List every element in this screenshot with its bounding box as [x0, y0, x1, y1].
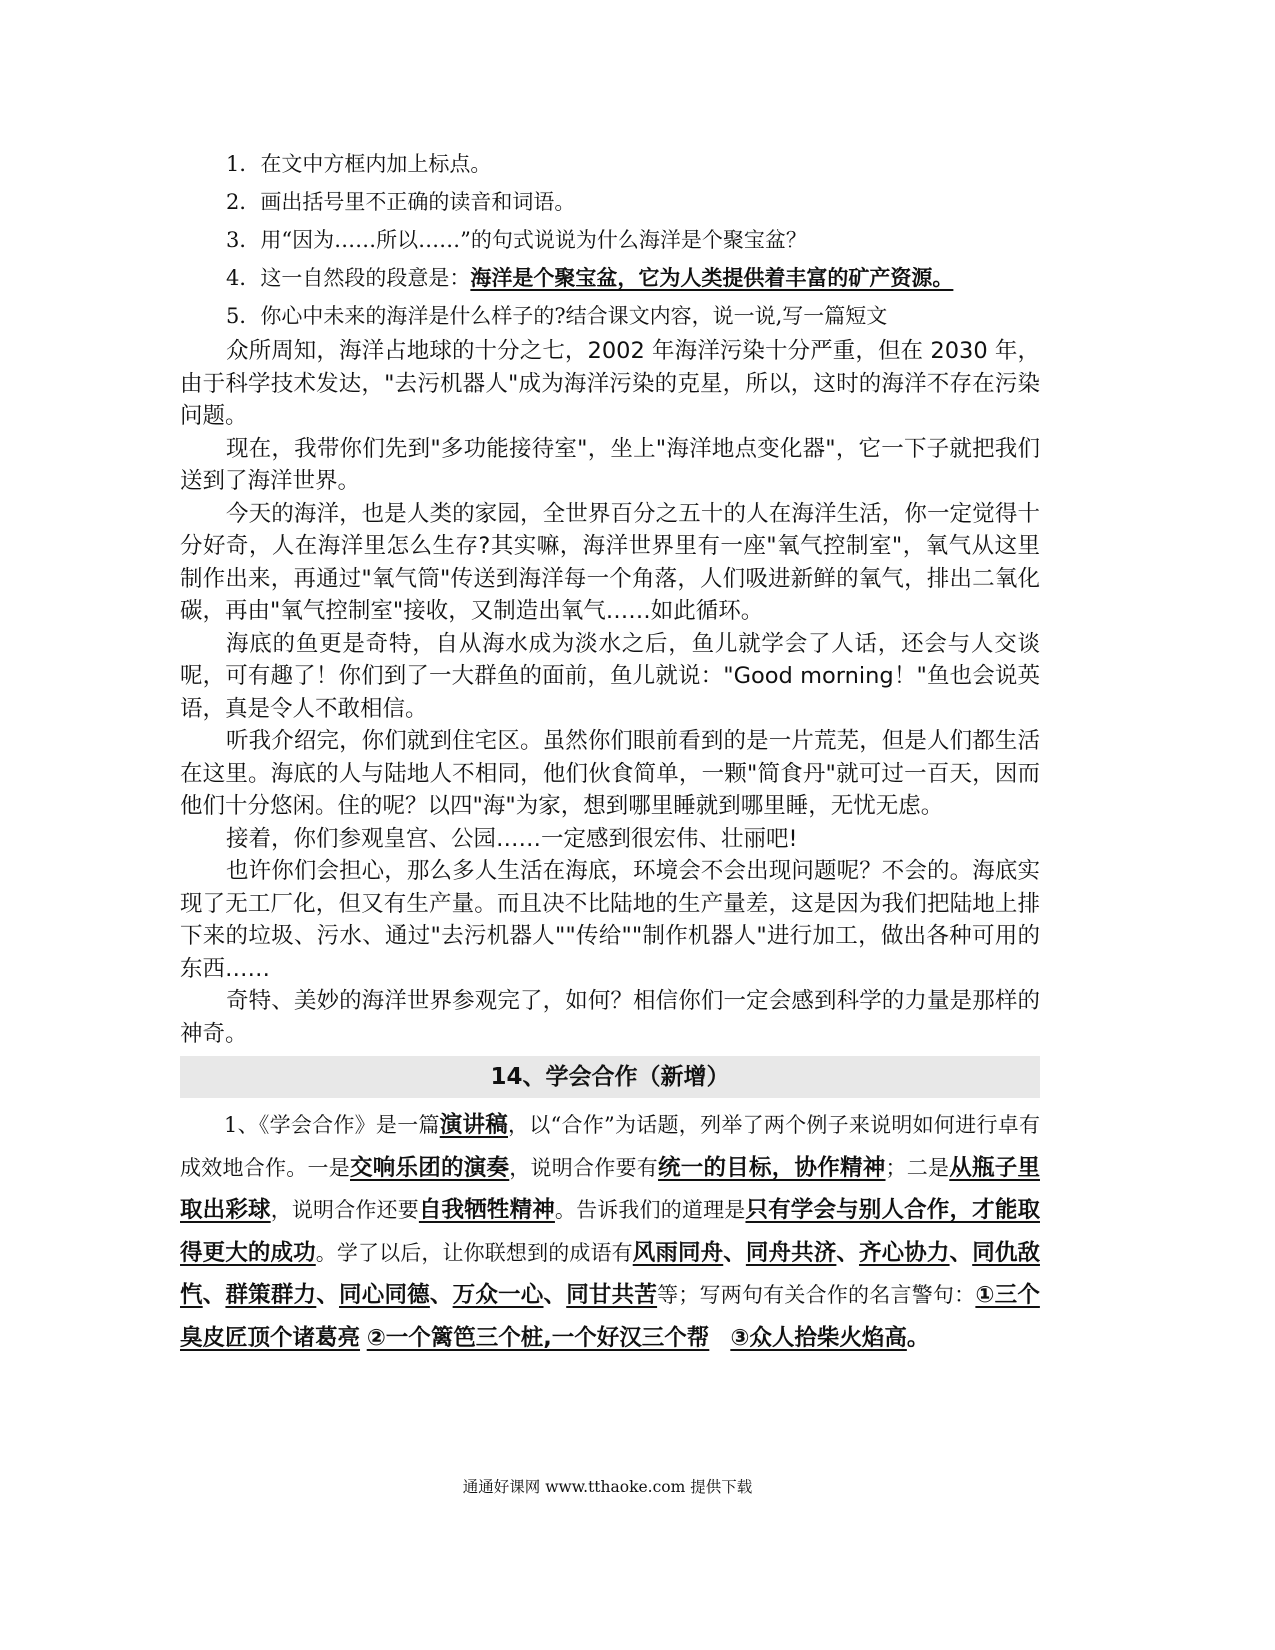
key-point: 只有学会与别人合作，才能取得更大的成功	[180, 1197, 1040, 1266]
idiom: 同舟共济	[745, 1239, 837, 1266]
essay-paragraph: 奇特、美妙的海洋世界参观完了，如何？相信你们一定会感到科学的力量是那样的神奇。	[180, 988, 1040, 1047]
lesson-summary: 1、《学会合作》是一篇演讲稿，以“合作”为话题，列举了两个例子来说明如何进行卓有成效地合作。一是交响乐团的演奏，说明合作要有统一的目标，协作精神；二是从瓶子里取出彩球，说明合作还要自我牺牲精神。告诉我们的道理是只有学会与别人合作，才能取得更大的成功。学了以后，让你联想到的成语有风雨同舟、同舟共济、齐心协力、同仇敌忾、群策群力、同心同德、万众一心、同甘共苦等；写两句有关合作的名言警句：①三个臭皮匠顶个诸葛亮 ②一个篱笆三个桩,一个好汉三个帮 ③众人拾柴火焰高。	[180, 1112, 1040, 1351]
question-item: 3．用“因为……所以……”的句式说说为什么海洋是个聚宝盆？	[226, 228, 807, 252]
question-item: 1．在文中方框内加上标点。	[226, 152, 492, 176]
idiom: 同仇敌忾	[180, 1239, 1040, 1308]
essay-text	[180, 335, 1040, 1050]
idiom: 同甘共苦	[566, 1282, 658, 1308]
key-point: 从瓶子里取出彩球	[180, 1154, 1040, 1223]
quote: ③众人拾柴火焰高	[730, 1324, 907, 1351]
idiom: 群策群力	[225, 1282, 317, 1308]
question-list	[180, 145, 1040, 335]
essay-paragraph: 海底的鱼更是奇特，自从海水成为淡水之后，鱼儿就学会了人话，还会与人交谈呢，可有趣了！你们到了一大群鱼的面前，鱼儿就说："Good morning！"鱼也会说英语，真是令人不敢相信。	[180, 630, 1040, 722]
essay-paragraph: 也许你们会担心，那么多人生活在海底，环境会不会出现问题呢？不会的。海底实现了无工厂化，但又有生产量。而且决不比陆地的生产量差，这是因为我们把陆地上排下来的垃圾、污水、通过"去污机器人""传给""制作机器人"进行加工，做出各种可用的东西……	[180, 858, 1040, 982]
essay-paragraph: 众所周知，海洋占地球的十分之七，2002 年海洋污染十分严重，但在 2030 年，由于科学技术发达，"去污机器人"成为海洋污染的克星，所以，这时的海洋不存在污染问题。	[180, 338, 1040, 429]
essay-paragraph: 今天的海洋，也是人类的家园，全世界百分之五十的人在海洋生活，你一定觉得十分好奇，人在海洋里怎么生存?其实嘛，海洋世界里有一座"氧气控制室"，氧气从这里制作出来，再通过"氧气筒"传送到海洋每一个角落，人们吸进新鲜的氧气，排出二氧化碳，再由"氧气控制室"接收，又制造出氧气……如此循环。	[180, 500, 1040, 624]
quote: ①三个臭皮匠顶个诸葛亮	[180, 1282, 1040, 1351]
essay-paragraph: 听我介绍完，你们就到住宅区。虽然你们眼前看到的是一片荒芜，但是人们都生活在这里。海底的人与陆地人不相同，他们伙食简单，一颗"简食丹"就可过一百天，因而他们十分悠闲。住的呢？以四"海"为家，想到哪里睡就到哪里睡，无忧无虑。	[180, 728, 1040, 819]
question-item: 4．这一自然段的段意是：海洋是个聚宝盆，它为人类提供着丰富的矿产资源。	[226, 266, 954, 290]
idiom: 齐心协力	[859, 1239, 950, 1266]
key-point: 演讲稿	[439, 1112, 508, 1138]
quote: ②一个篱笆三个桩,一个好汉三个帮	[366, 1324, 710, 1351]
essay-paragraph: 现在，我带你们先到"多功能接待室"，坐上"海洋地点变化器"，它一下子就把我们送到了海洋世界。	[180, 435, 1040, 494]
idiom: 风雨同舟	[632, 1239, 724, 1266]
page-footer: 通通好课网 www.tthaoke.com 提供下载	[462, 1478, 753, 1496]
document-page	[180, 145, 1040, 1359]
question-answer: 海洋是个聚宝盆，它为人类提供着丰富的矿产资源。	[470, 266, 954, 290]
key-point: 统一的目标，协作精神	[658, 1154, 886, 1181]
essay-paragraph: 接着，你们参观皇宫、公园……一定感到很宏伟、壮丽吧!	[226, 825, 798, 852]
idiom: 同心同德	[339, 1282, 430, 1308]
key-point: 自我牺牲精神	[418, 1197, 555, 1223]
question-item: 2．画出括号里不正确的读音和词语。	[226, 190, 576, 214]
idiom: 万众一心	[452, 1282, 544, 1308]
question-item: 5．你心中未来的海洋是什么样子的?结合课文内容，说一说,写一篇短文	[226, 304, 888, 328]
key-point: 交响乐团的演奏	[350, 1154, 510, 1181]
section-heading: 14、学会合作（新增）	[180, 1056, 1040, 1098]
